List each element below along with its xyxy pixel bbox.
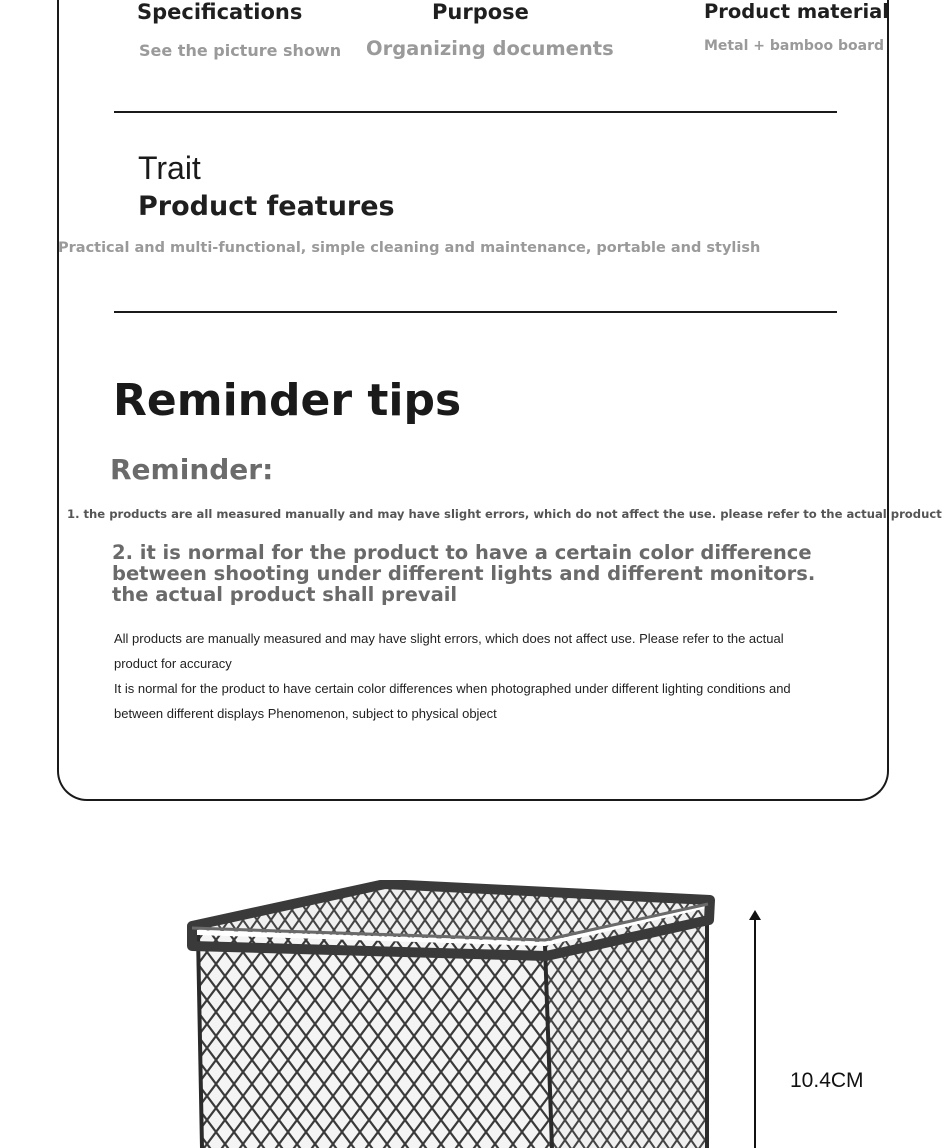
english-note-1: All products are manually measured and may have slight errors, which does not affect use. Please refer to the actual product for accuracy [114, 631, 784, 671]
english-note-2: It is normal for the product to have certain color differences when photographed under different lighting conditions and between different displays Phenomenon, subject to physical object [114, 681, 791, 721]
spec-label-purpose: Purpose [432, 0, 529, 24]
english-notes [114, 626, 829, 726]
reminder-title: Reminder tips [113, 375, 462, 426]
height-dimension-label: 10.4CM [790, 1069, 864, 1092]
spec-label-specifications: Specifications [137, 0, 303, 24]
reminder-note-2: 2. it is normal for the product to have a certain color difference between shooting under different lights and different monitors. the actual product shall prevail [112, 541, 816, 606]
reminder-note-1: 1. the products are all measured manually and may have slight errors, which do not affect the use. please refer to the actual product [67, 507, 942, 521]
divider-top [114, 111, 837, 113]
features-small-title: Trait [138, 150, 201, 186]
spec-value-purpose: Organizing documents [366, 37, 614, 60]
divider-middle [114, 311, 837, 313]
mesh-front-panel [196, 935, 550, 1148]
dimension-line [754, 918, 756, 1148]
mesh-pen-holder-image [180, 880, 720, 1148]
features-description: Practical and multi-functional, simple cleaning and maintenance, portable and stylish [58, 240, 761, 256]
features-title: Product features [138, 191, 395, 222]
spec-label-material: Product material [704, 0, 889, 23]
mesh-side-panel [545, 908, 707, 1148]
spec-value-specifications: See the picture shown [139, 41, 342, 60]
reminder-subtitle: Reminder: [110, 453, 274, 486]
spec-value-material: Metal + bamboo board [704, 38, 885, 54]
